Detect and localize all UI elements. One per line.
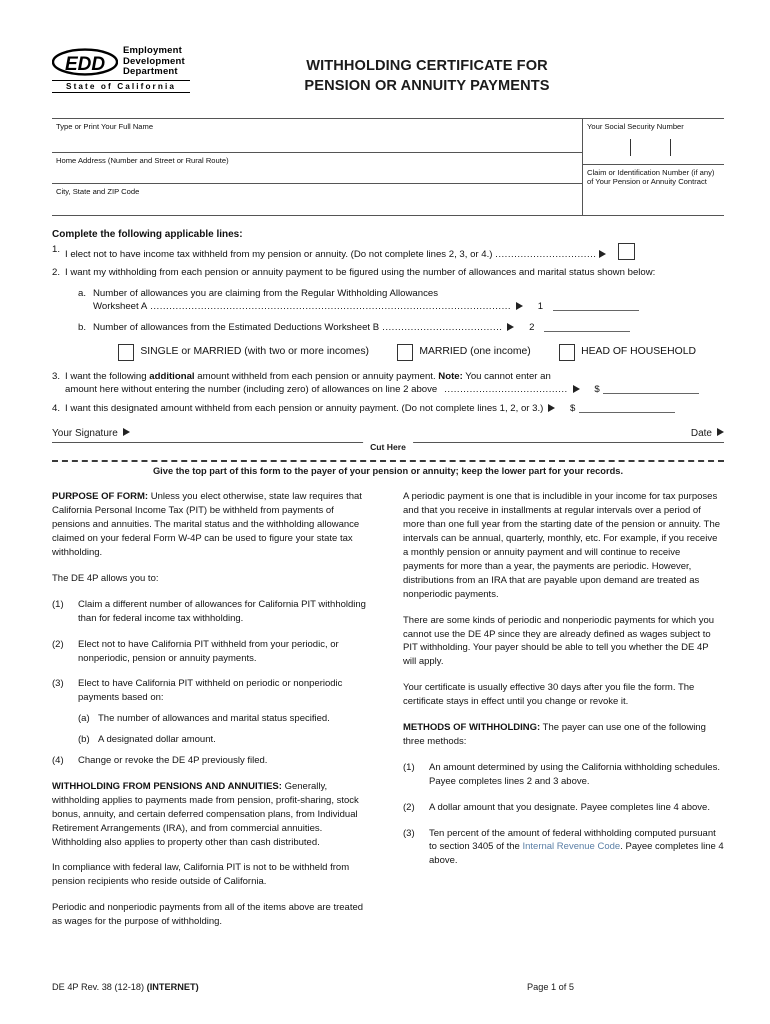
item-4-marker: (4) bbox=[52, 755, 64, 767]
claim-number-field[interactable] bbox=[583, 165, 724, 215]
purpose-of-form-heading: PURPOSE OF FORM: bbox=[52, 491, 149, 503]
line-3-note-label: Note: bbox=[438, 370, 463, 382]
purpose-of-form-body: Unless you elect otherwise, state law requires that California Personal Income Tax (PIT) be withheld from payments of pensions and annuities. The marital status and the withholding allowance claimed on your federal Form W-4P can be used to figure your state tax withholding. bbox=[52, 491, 362, 558]
line-2a-box-number: 1 bbox=[537, 301, 544, 313]
certificate-effective-paragraph: Your certificate is usually effective 30 days after you file the form. The certificate stays in effect until you change or revoke it. bbox=[403, 682, 695, 708]
identity-box bbox=[52, 118, 724, 216]
line-2b-box-number: 2 bbox=[529, 321, 535, 333]
ssn-separator-ticks bbox=[583, 139, 724, 157]
method-2-marker: (2) bbox=[403, 801, 415, 813]
home-address-field[interactable] bbox=[52, 153, 582, 184]
item-2-marker: (2) bbox=[52, 638, 64, 650]
methods-of-withholding-heading: METHODS OF WITHHOLDING: bbox=[403, 722, 541, 734]
line-3-text-c: amount withheld from each pension or annuity payment. bbox=[194, 370, 439, 382]
line-4-input[interactable] bbox=[579, 402, 675, 413]
arrow-icon bbox=[507, 323, 514, 331]
item-3a-text: The number of allowances and marital status specified. bbox=[98, 713, 330, 725]
line-2b-marker: b. bbox=[78, 321, 87, 333]
arrow-icon bbox=[548, 404, 555, 412]
cut-here-label: Cut Here bbox=[363, 442, 413, 452]
item-3-marker: (3) bbox=[52, 678, 64, 690]
method-3-text-b: . Payee completes line 4 above. bbox=[429, 841, 724, 867]
line-2a-text-2: Worksheet A bbox=[93, 301, 148, 313]
item-3-text: Elect to have California PIT withheld on periodic or nonperiodic payments based on: bbox=[78, 678, 343, 704]
line-3-row bbox=[52, 370, 724, 397]
label-married-one-income: MARRIED (one income) bbox=[419, 346, 531, 358]
signature-label: Your Signature bbox=[52, 428, 118, 440]
line-2-text: I want my withholding from each pension or annuity payment to be figured using the number of allowances and marital status shown below: bbox=[65, 267, 656, 279]
line-3-currency-symbol: $ bbox=[594, 384, 600, 396]
withholding-pensions-heading: WITHHOLDING FROM PENSIONS AND ANNUITIES: bbox=[52, 780, 282, 792]
internal-revenue-code-link[interactable]: Internal Revenue Code bbox=[522, 841, 621, 853]
method-1-text: An amount determined by using the California withholding schedules. Payee completes lines 2 and 3 above. bbox=[429, 761, 720, 787]
svg-text:EDD: EDD bbox=[64, 53, 106, 75]
line-4-row bbox=[52, 402, 724, 416]
line-3-emphasis: additional bbox=[149, 370, 195, 382]
allows-intro: The DE 4P allows you to: bbox=[52, 572, 159, 584]
withholding-pensions-paragraph bbox=[52, 780, 373, 850]
home-address-label: Home Address (Number and Street or Rural Route) bbox=[56, 156, 229, 165]
list-item bbox=[78, 733, 373, 747]
line-2b-text: Number of allowances from the Estimated Deductions Worksheet B bbox=[93, 321, 380, 333]
item-3a-marker: (a) bbox=[78, 713, 90, 725]
instructions-left-column bbox=[52, 490, 373, 941]
line-1-number: 1. bbox=[52, 243, 61, 255]
list-item bbox=[403, 827, 724, 869]
line-2a-input[interactable] bbox=[553, 300, 639, 311]
date-label: Date bbox=[690, 428, 712, 440]
item-3b-text: A designated dollar amount. bbox=[98, 734, 216, 746]
line-3-number: 3. bbox=[52, 370, 61, 382]
list-item bbox=[78, 712, 373, 726]
methods-of-withholding-paragraph bbox=[403, 721, 724, 749]
logo-line-1: Employment bbox=[123, 45, 183, 56]
page-number: Page 1 of 5 bbox=[527, 982, 574, 992]
line-2b-input[interactable] bbox=[544, 321, 630, 332]
line-3-dots: ....................................... bbox=[444, 384, 568, 396]
line-2a-row bbox=[78, 287, 724, 314]
line-2a-marker: a. bbox=[78, 287, 87, 299]
form-revision-text: DE 4P Rev. 38 (12-18) bbox=[52, 982, 147, 992]
line-3-text-a: I want the following bbox=[65, 370, 150, 382]
line-2b-row bbox=[78, 321, 724, 335]
arrow-icon bbox=[599, 250, 606, 258]
line-1-checkbox[interactable] bbox=[618, 243, 635, 260]
claim-number-label-1: Claim or Identification Number (if any) bbox=[587, 168, 715, 177]
cut-here-instruction: Give the top part of this form to the payer of your pension or annuity; keep the lower part for your records. bbox=[152, 466, 624, 477]
form-revision bbox=[52, 982, 199, 992]
instructions-right-column bbox=[403, 490, 724, 941]
method-3-marker: (3) bbox=[403, 827, 415, 839]
ssn-label: Your Social Security Number bbox=[587, 122, 684, 131]
edd-logo-icon bbox=[52, 47, 118, 77]
full-name-label: Type or Print Your Full Name bbox=[56, 122, 154, 131]
city-state-zip-field[interactable] bbox=[52, 184, 582, 215]
arrow-icon bbox=[516, 302, 523, 310]
line-4-number: 4. bbox=[52, 402, 61, 414]
arrow-icon bbox=[123, 428, 130, 436]
claim-number-label-2: of Your Pension or Annuity Contract bbox=[587, 177, 707, 187]
federal-law-paragraph: In compliance with federal law, California PIT is not to be withheld from pension recipients who reside outside of California. bbox=[52, 862, 350, 888]
list-item bbox=[52, 677, 373, 705]
checkbox-head-of-household[interactable] bbox=[559, 344, 575, 361]
logo-line-2: Development bbox=[123, 55, 185, 67]
periodic-definition-paragraph: A periodic payment is one that is includible in your income for tax purposes and that you receive in installments at regular intervals over a period of more than one full year from the starting date of the pension or annuity. The intervals can be annual, quarterly, monthly, etc. For example, if you receive a monthly pension or annuity payment and will continue to receive payments for more than a year, the payments are periodic. However, distributions from an IRA that are payable upon demand are treated as nonperiodic payments. bbox=[403, 491, 721, 600]
purpose-of-form-paragraph bbox=[52, 490, 373, 560]
line-3-input[interactable] bbox=[603, 383, 699, 394]
line-4-text: I want this designated amount withheld from each pension or annuity payment. (Do not complete lines 1, 2, or 3.) bbox=[65, 402, 544, 414]
page-title bbox=[192, 46, 724, 96]
item-3b-marker: (b) bbox=[78, 734, 90, 746]
line-3-text-d: You cannot enter an bbox=[462, 370, 551, 382]
signature-row bbox=[52, 428, 724, 443]
form-internet-tag: (INTERNET) bbox=[146, 982, 199, 992]
title-line-2: PENSION OR ANNUITY PAYMENTS bbox=[304, 78, 550, 94]
item-4-text: Change or revoke the DE 4P previously filed. bbox=[78, 755, 268, 767]
page-footer bbox=[52, 982, 724, 992]
item-1-marker: (1) bbox=[52, 598, 64, 610]
applicable-lines-heading: Complete the following applicable lines: bbox=[52, 229, 243, 240]
edd-logo-words bbox=[123, 46, 185, 78]
arrow-icon bbox=[717, 428, 724, 436]
line-3-text-e: amount here without entering the number (including zero) of allowances on line 2 above bbox=[65, 384, 438, 396]
line-2b-dots: ...................................... bbox=[382, 321, 503, 333]
list-item bbox=[52, 598, 373, 626]
full-name-field[interactable] bbox=[52, 119, 582, 153]
line-2a-dots: .................................................................................................................. bbox=[150, 301, 512, 313]
wages-subject-paragraph: There are some kinds of periodic and nonperiodic payments for which you cannot use the DE 4P since they are already defined as wages subject to PIT withholding. Your payer should be able to tell you whether the DE 4P will apply. bbox=[403, 614, 715, 668]
line-1-dots: ................................ bbox=[495, 248, 597, 260]
checkbox-single-or-married[interactable] bbox=[118, 344, 134, 361]
marital-status-row bbox=[118, 344, 724, 361]
title-line-1: WITHHOLDING CERTIFICATE FOR bbox=[306, 58, 548, 74]
list-item bbox=[403, 801, 724, 815]
checkbox-married-one-income[interactable] bbox=[397, 344, 413, 361]
label-single-or-married: SINGLE or MARRIED (with two or more incomes) bbox=[140, 346, 369, 358]
periodic-wages-paragraph: Periodic and nonperiodic payments from all of the items above are treated as wages for the purpose of withholding. bbox=[52, 902, 364, 928]
arrow-icon bbox=[573, 385, 580, 393]
list-item bbox=[403, 761, 724, 789]
city-state-zip-label: City, State and ZIP Code bbox=[56, 187, 140, 196]
line-2a-text-1: Number of allowances you are claiming from the Regular Withholding Allowances bbox=[93, 287, 439, 299]
cut-here-dashed-line bbox=[52, 460, 724, 462]
method-2-text: A dollar amount that you designate. Payee completes line 4 above. bbox=[429, 801, 710, 813]
list-item bbox=[52, 754, 373, 768]
line-1-text: I elect not to have income tax withheld from my pension or annuity. (Do not complete lines 2, 3, or 4.) bbox=[65, 248, 493, 260]
line-1-row bbox=[52, 243, 724, 262]
method-1-marker: (1) bbox=[403, 761, 415, 773]
edd-logo bbox=[52, 46, 192, 93]
withholding-pensions-body: Generally, withholding applies to payments made from pension, profit-sharing, stock bonus, annuity, and certain deferred compensation plans, from Individual Retirement Arrangements (IRA), and from commercial annuities. Withholding also applies to property other than cash distributed. bbox=[52, 780, 359, 848]
cut-here-row bbox=[52, 443, 724, 456]
ssn-field[interactable] bbox=[583, 119, 724, 165]
item-2-text: Elect not to have California PIT withheld from your periodic, or nonperiodic, pension or annuity payments. bbox=[78, 638, 339, 664]
label-head-of-household: HEAD OF HOUSEHOLD bbox=[581, 346, 696, 358]
logo-state-label: State of California bbox=[52, 80, 190, 93]
line-2-row bbox=[52, 266, 724, 280]
item-1-text: Claim a different number of allowances for California PIT withholding than for federal income tax withholding. bbox=[78, 598, 366, 624]
line-2-subitems bbox=[78, 287, 724, 361]
line-2-number: 2. bbox=[52, 267, 61, 279]
instructions-columns bbox=[52, 490, 724, 941]
line-4-currency-symbol: $ bbox=[570, 402, 576, 414]
page-header bbox=[0, 0, 770, 96]
logo-line-3: Department bbox=[123, 66, 178, 78]
methods-of-withholding-body: The payer can use one of the following three methods: bbox=[403, 722, 706, 747]
applicable-lines-section bbox=[52, 228, 724, 415]
method-3-text-a: Ten percent of the amount of federal withholding computed pursuant to section 3405 of the bbox=[429, 827, 716, 853]
list-item bbox=[52, 638, 373, 666]
